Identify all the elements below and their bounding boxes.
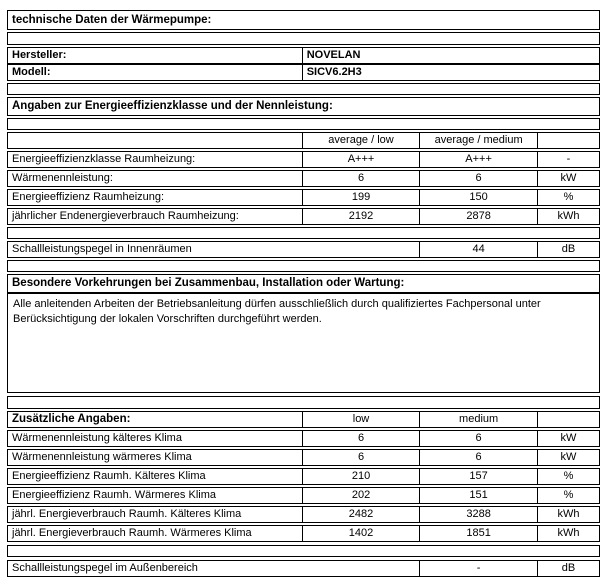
value-low: 2192 <box>302 209 420 224</box>
table-row <box>7 189 600 206</box>
unit: kWh <box>537 526 599 541</box>
spacer-row <box>7 260 600 272</box>
manufacturer-label: Hersteller: <box>12 49 67 61</box>
empty-cell <box>537 133 599 148</box>
empty-cell <box>537 412 599 427</box>
additional-heading: Zusätzliche Angaben: <box>12 413 131 425</box>
heat-pump-datasheet <box>7 10 600 577</box>
value-low: 2482 <box>302 507 420 522</box>
sound-outdoor-row <box>7 560 600 577</box>
row-label: Wärmenennleistung kälteres Klima <box>12 432 182 444</box>
table-row <box>7 170 600 187</box>
energy-column-header-row <box>7 132 600 149</box>
value-low: 202 <box>302 488 420 503</box>
table-row <box>7 525 600 542</box>
manufacturer-model-table <box>7 47 600 81</box>
sound-outdoor-value: - <box>419 561 537 576</box>
row-label: Energieeffizienz Raumh. Kälteres Klima <box>12 470 206 482</box>
maintenance-text: Alle anleitenden Arbeiten der Betriebsanleitung dürfen ausschließlich durch qualifiziertes Fachpersonal unter Berücksichtigung der lokalen Vorschriften durchgeführt werden. <box>7 293 600 393</box>
value-low: 6 <box>302 431 420 446</box>
empty-cell <box>8 133 302 148</box>
row-label: Energieeffizienz Raumheizung: <box>12 191 165 203</box>
col-header-average-medium: average / medium <box>419 133 537 148</box>
row-label: Energieeffizienz Raumh. Wärmeres Klima <box>12 489 216 501</box>
col-header-low: low <box>302 412 420 427</box>
spacer-row <box>7 118 600 130</box>
value-medium: 1851 <box>419 526 537 541</box>
sound-indoor-label: Schallleistungspegel in Innenräumen <box>12 243 192 255</box>
unit: kW <box>537 171 599 186</box>
value-medium: 151 <box>419 488 537 503</box>
unit: % <box>537 190 599 205</box>
table-row <box>7 208 600 225</box>
sound-indoor-unit: dB <box>537 242 599 257</box>
unit: kWh <box>537 209 599 224</box>
spacer-row <box>7 32 600 45</box>
spacer-row <box>7 545 600 557</box>
row-label: Wärmenennleistung: <box>12 172 113 184</box>
row-label: jährl. Energieverbrauch Raumh. Kälteres Klima <box>12 508 242 520</box>
sound-outdoor-unit: dB <box>537 561 599 576</box>
value-medium: A+++ <box>419 152 537 167</box>
col-header-average-low: average / low <box>302 133 420 148</box>
value-low: 6 <box>302 450 420 465</box>
row-label: jährlicher Endenergieverbrauch Raumheizung: <box>12 210 239 222</box>
table-row <box>7 449 600 466</box>
maintenance-heading-row <box>7 274 600 293</box>
spacer-row <box>7 83 600 95</box>
value-medium: 3288 <box>419 507 537 522</box>
unit: - <box>537 152 599 167</box>
model-row <box>7 64 600 81</box>
manufacturer-value: NOVELAN <box>302 48 599 63</box>
manufacturer-row <box>7 47 600 64</box>
table-row <box>7 468 600 485</box>
value-medium: 157 <box>419 469 537 484</box>
energy-section-heading-row <box>7 97 600 116</box>
spacer-row <box>7 227 600 239</box>
value-medium: 6 <box>419 450 537 465</box>
table-row <box>7 151 600 168</box>
maintenance-heading: Besondere Vorkehrungen bei Zusammenbau, Installation oder Wartung: <box>12 277 405 289</box>
unit: % <box>537 488 599 503</box>
value-low: 199 <box>302 190 420 205</box>
row-label: jährl. Energieverbrauch Raumh. Wärmeres Klima <box>12 527 252 539</box>
title-row <box>7 10 600 30</box>
value-low: 1402 <box>302 526 420 541</box>
table-row <box>7 506 600 523</box>
row-label: Energieeffizienzklasse Raumheizung: <box>12 153 196 165</box>
value-medium: 6 <box>419 171 537 186</box>
value-low: 210 <box>302 469 420 484</box>
page-title: technische Daten der Wärmepumpe: <box>12 13 212 26</box>
table-row <box>7 430 600 447</box>
unit: kW <box>537 450 599 465</box>
additional-header-row <box>7 411 600 428</box>
sound-indoor-value: 44 <box>419 242 537 257</box>
model-value: SICV6.2H3 <box>302 65 599 80</box>
unit: kWh <box>537 507 599 522</box>
row-label: Wärmenennleistung wärmeres Klima <box>12 451 192 463</box>
value-medium: 2878 <box>419 209 537 224</box>
col-header-medium: medium <box>419 412 537 427</box>
sound-indoor-row <box>7 241 600 258</box>
value-medium: 6 <box>419 431 537 446</box>
maintenance-section <box>7 274 600 393</box>
table-row <box>7 487 600 504</box>
value-low: A+++ <box>302 152 420 167</box>
value-low: 6 <box>302 171 420 186</box>
unit: kW <box>537 431 599 446</box>
model-label: Modell: <box>12 66 51 78</box>
spacer-row <box>7 396 600 409</box>
sound-outdoor-label: Schallleistungspegel im Außenbereich <box>12 562 198 574</box>
energy-section-heading: Angaben zur Energieeffizienzklasse und der Nennleistung: <box>12 100 333 112</box>
unit: % <box>537 469 599 484</box>
value-medium: 150 <box>419 190 537 205</box>
